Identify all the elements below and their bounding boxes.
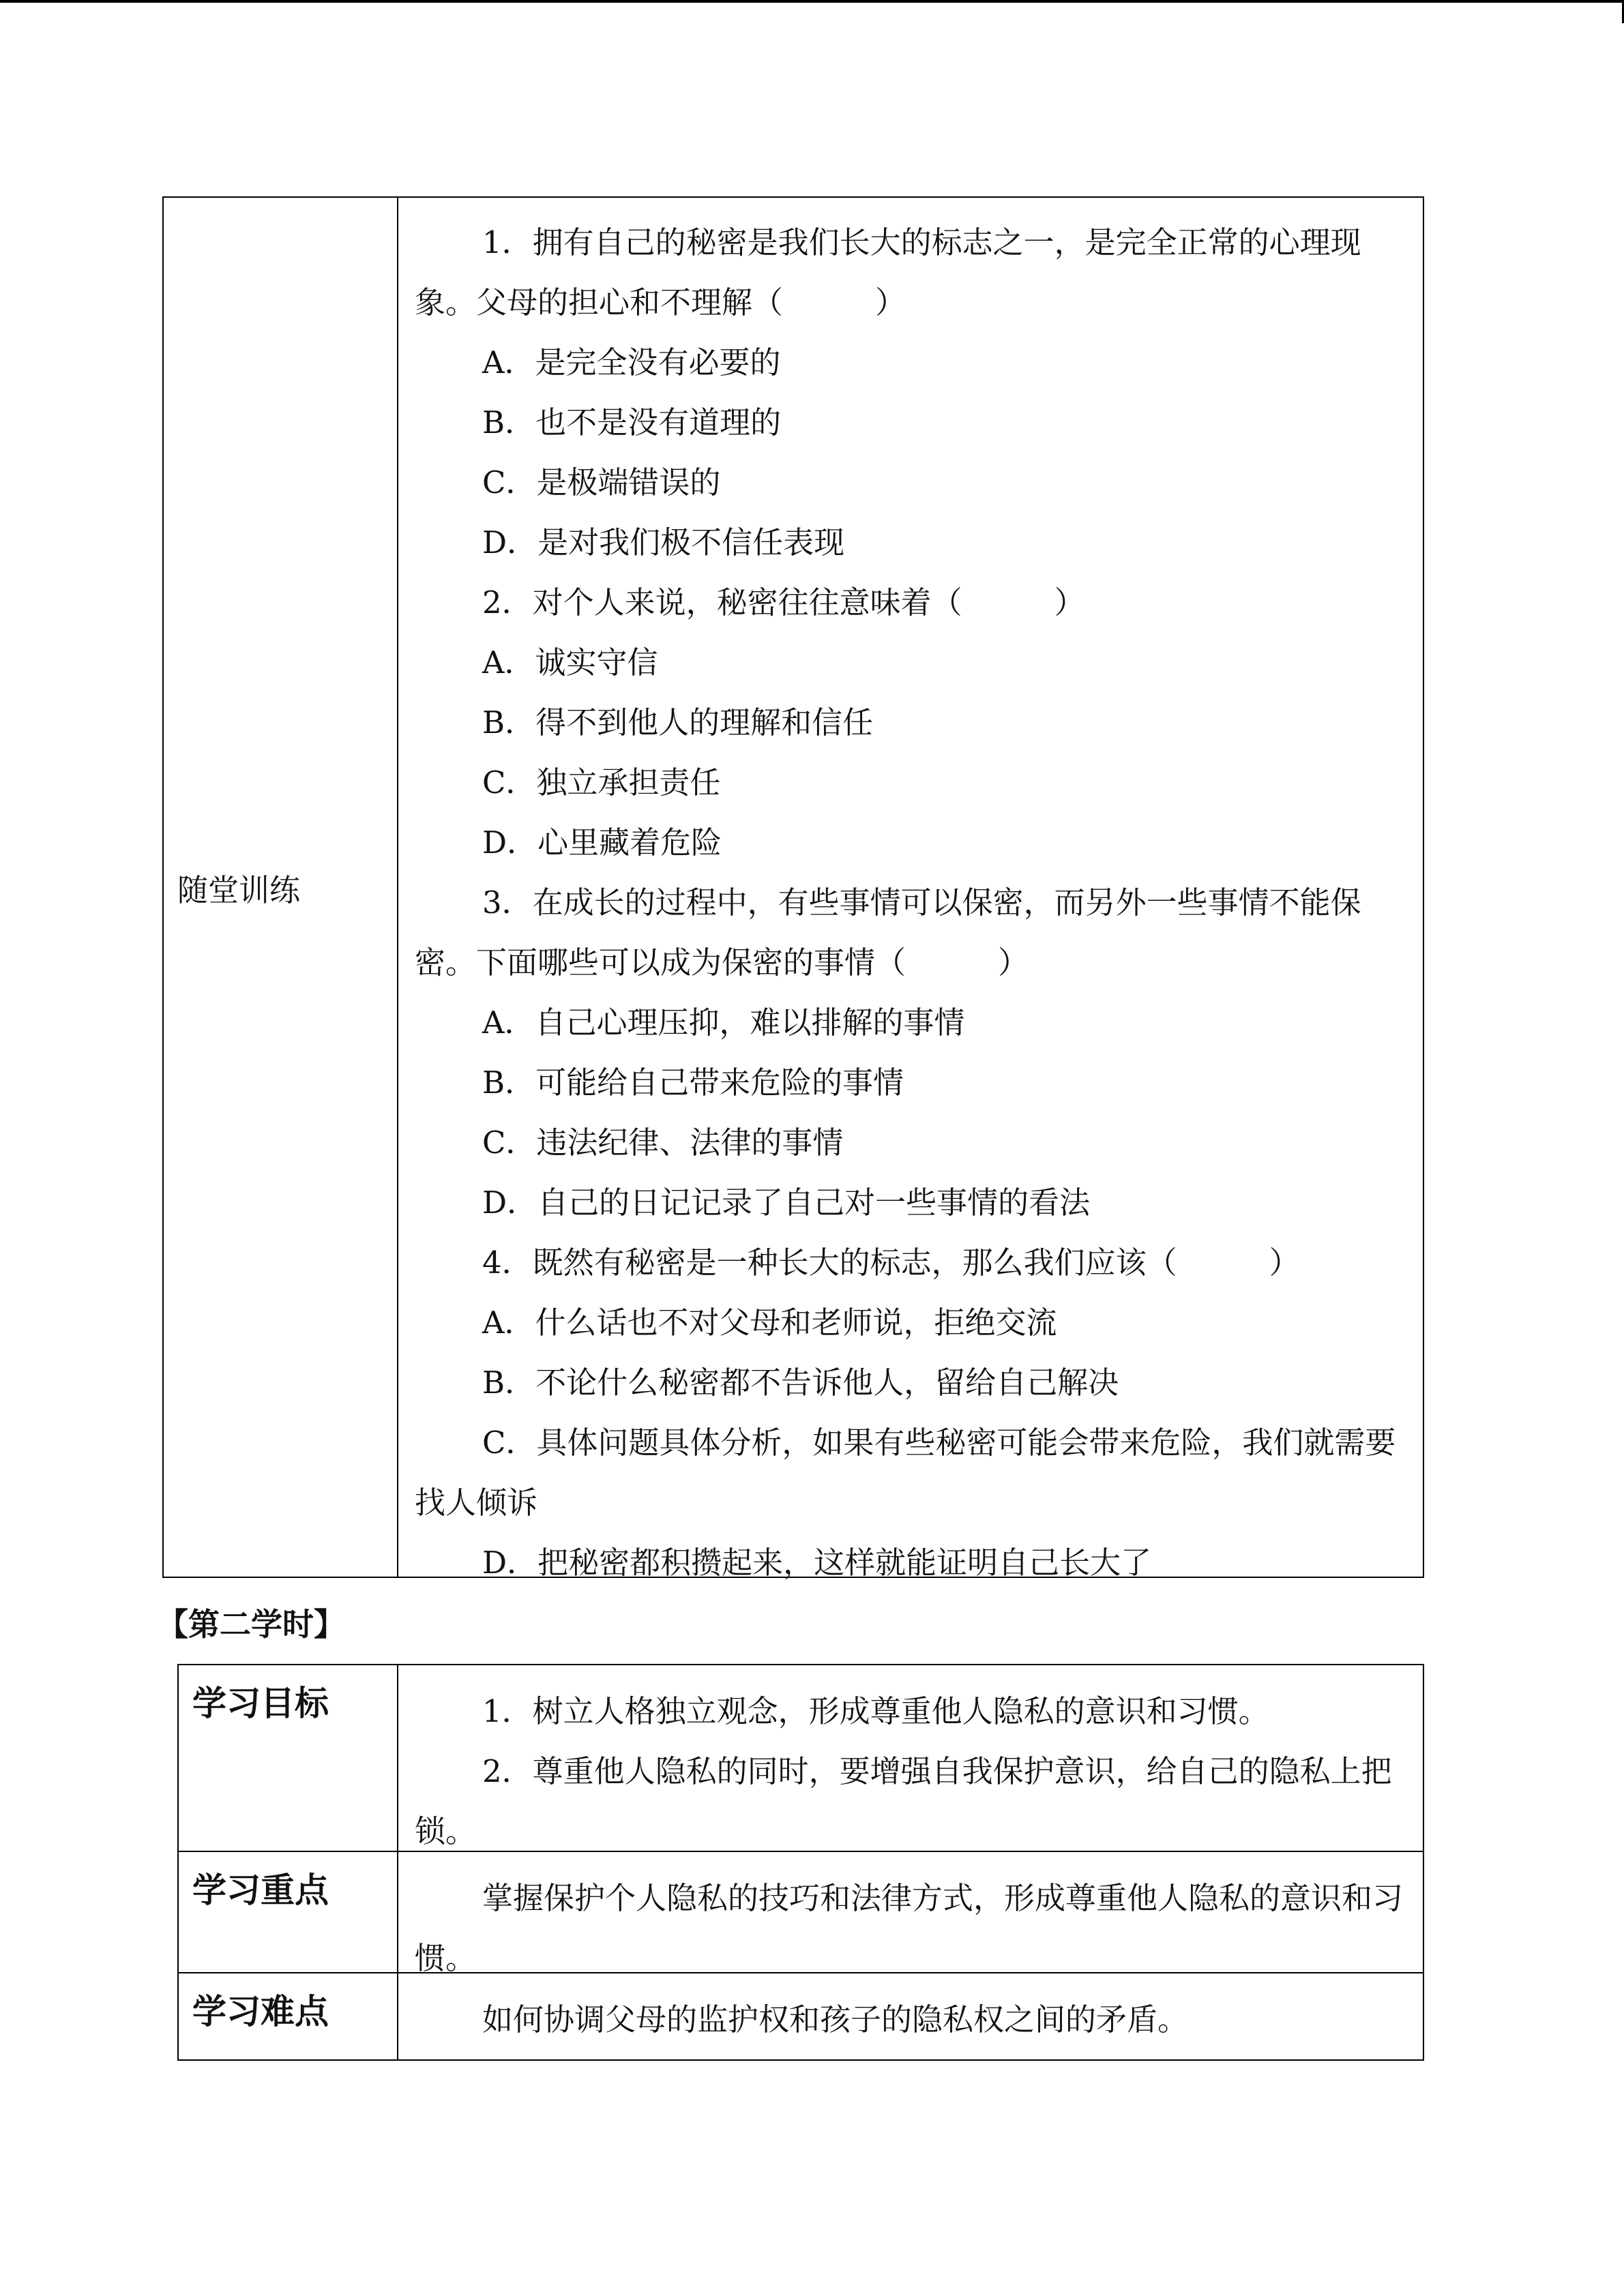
question-3-stem: 3．在成长的过程中，有些事情可以保密，而另外一些事情不能保密。下面哪些可以成为保密的事情（ ）	[415, 884, 1361, 981]
key-point-text: 掌握保护个人隐私的技巧和法律方式，形成尊重他人隐私的意识和习惯。	[415, 1880, 1404, 1976]
question-1-option-b: B．也不是没有道理的	[482, 404, 782, 441]
question-2-stem: 2．对个人来说，秘密往往意味着（ ）	[482, 584, 1085, 621]
difficulty-content	[398, 1973, 1423, 2059]
difficulty-row	[179, 1972, 1423, 2059]
question-3-option-a: A．自己心理压抑，难以排解的事情	[482, 1004, 965, 1041]
section-heading: 【第二学时】	[157, 1606, 345, 1643]
practice-table	[162, 196, 1424, 1581]
goal-item-1: 1．树立人格独立观念，形成尊重他人隐私的意识和习惯。	[482, 1693, 1269, 1729]
goal-item-2: 2．尊重他人隐私的同时，要增强自我保护意识，给自己的隐私上把锁。	[415, 1753, 1392, 1849]
difficulty-label: 学习难点	[179, 1973, 398, 2059]
question-1-stem: 1．拥有自己的秘密是我们长大的标志之一，是完全正常的心理现象。父母的担心和不理解（ ）	[415, 224, 1361, 320]
question-3-option-b: B．可能给自己带来危险的事情	[482, 1064, 904, 1101]
question-2-option-b: B．得不到他人的理解和信任	[482, 704, 874, 741]
difficulty-text: 如何协调父母的监护权和孩子的隐私权之间的矛盾。	[482, 2001, 1189, 2038]
practice-label: 随堂训练	[164, 198, 398, 1577]
lesson-table	[177, 1664, 1424, 2061]
goal-row	[179, 1665, 1423, 1851]
question-4-option-a: A．什么话也不对父母和老师说，拒绝交流	[482, 1304, 1057, 1341]
key-point-row	[179, 1851, 1423, 1976]
goal-label: 学习目标	[179, 1665, 398, 1851]
key-point-content	[398, 1852, 1423, 1976]
page-top-border	[0, 0, 1624, 3]
question-4-option-b: B．不论什么秘密都不告诉他人，留给自己解决	[482, 1365, 1119, 1401]
question-3-option-c: C．违法纪律、法律的事情	[482, 1124, 844, 1161]
question-1-option-a: A．是完全没有必要的	[482, 344, 781, 381]
key-point-label: 学习重点	[179, 1852, 398, 1972]
question-2-option-a: A．诚实守信	[482, 644, 658, 681]
question-1-option-c: C．是极端错误的	[482, 464, 721, 501]
question-2-option-d: D．心里藏着危险	[482, 824, 722, 861]
question-1-option-d: D．是对我们极不信任表现	[482, 524, 845, 561]
question-4-option-c: C．具体问题具体分析，如果有些秘密可能会带来危险，我们就需要找人倾诉	[415, 1425, 1396, 1521]
question-4-stem: 4．既然有秘密是一种长大的标志，那么我们应该（ ）	[482, 1244, 1300, 1281]
question-3-option-d: D．自己的日记记录了自己对一些事情的看法	[482, 1184, 1091, 1221]
question-2-option-c: C．独立承担责任	[482, 764, 721, 801]
question-4-option-d: D．把秘密都积攒起来，这样就能证明自己长大了	[482, 1545, 1152, 1581]
goal-content	[398, 1665, 1423, 1851]
practice-content	[398, 198, 1423, 1581]
